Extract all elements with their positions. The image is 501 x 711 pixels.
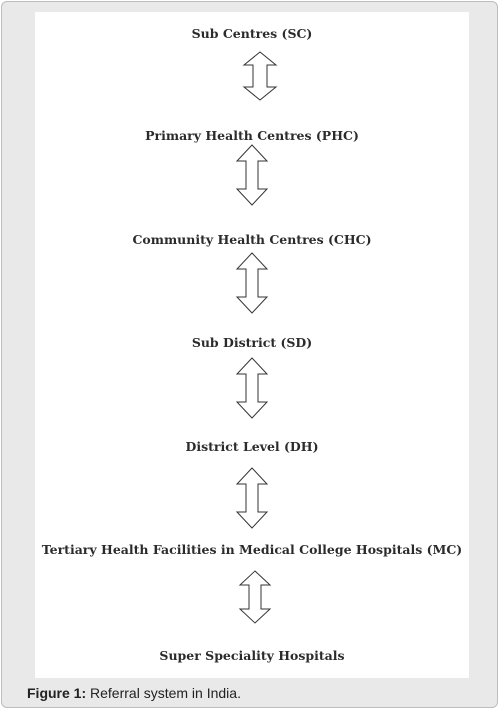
figure-caption-text: Referral system in India. bbox=[86, 685, 241, 701]
double-arrow-icon bbox=[235, 467, 269, 529]
node-sub-district: Sub District (SD) bbox=[191, 335, 313, 350]
node-primary-health-centres: Primary Health Centres (PHC) bbox=[145, 128, 359, 143]
node-community-health-centres: Community Health Centres (CHC) bbox=[132, 232, 372, 247]
figure-frame bbox=[1, 1, 498, 708]
double-arrow-icon bbox=[235, 357, 269, 419]
node-super-speciality-hospitals: Super Speciality Hospitals bbox=[159, 648, 345, 663]
figure-caption bbox=[27, 685, 241, 701]
double-arrow-icon bbox=[235, 144, 269, 206]
node-district-level: District Level (DH) bbox=[185, 439, 319, 454]
node-sub-centres: Sub Centres (SC) bbox=[191, 26, 313, 41]
double-arrow-icon bbox=[235, 252, 269, 314]
diagram-panel bbox=[35, 12, 469, 678]
figure-caption-prefix: Figure 1: bbox=[27, 685, 87, 701]
double-arrow-icon bbox=[242, 51, 278, 101]
double-arrow-icon bbox=[238, 570, 272, 624]
node-tertiary-health-facilities: Tertiary Health Facilities in Medical College Hospitals (MC) bbox=[41, 542, 463, 557]
